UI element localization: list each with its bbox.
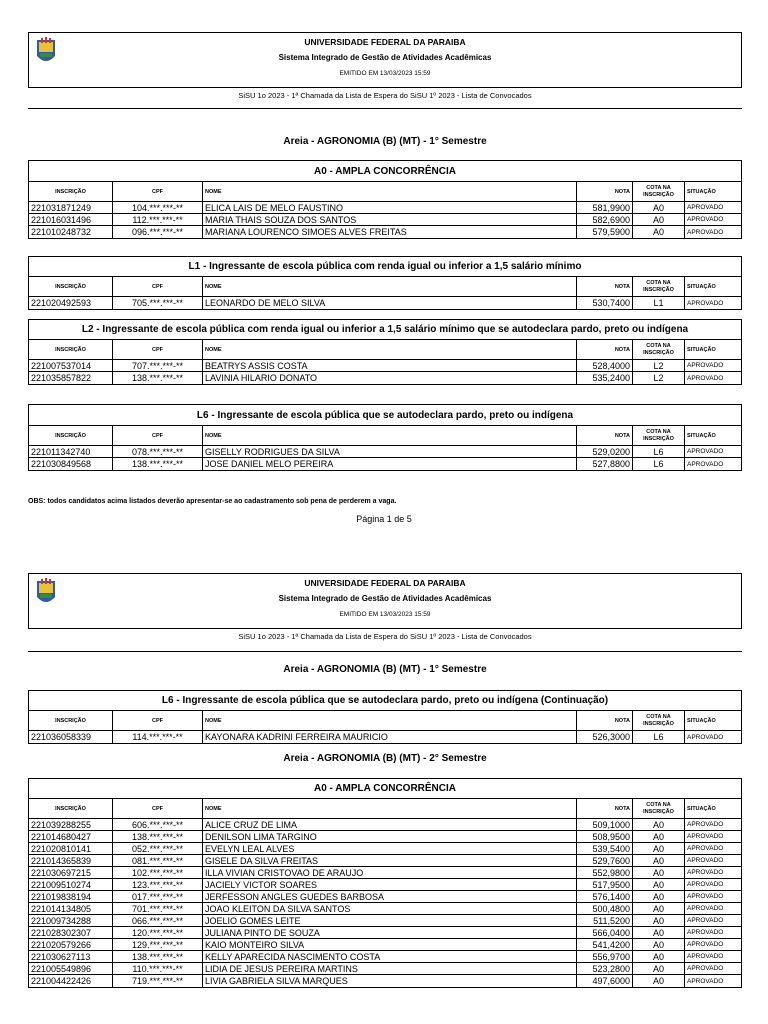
cell-cota: A0 xyxy=(633,879,685,890)
column-header-inscricao: INSCRIÇÃO xyxy=(29,182,113,201)
table-row xyxy=(29,214,741,226)
cell-cpf: 123.***.***-** xyxy=(113,879,203,890)
cell-cpf: 112.***.***-** xyxy=(113,214,203,225)
cell-situacao: APROVADO xyxy=(687,204,724,211)
column-header-row xyxy=(29,182,741,202)
cell-nota: 582,6900 xyxy=(577,214,633,225)
table-row xyxy=(29,951,741,963)
table-row xyxy=(29,831,741,843)
course-title: Areia - AGRONOMIA (B) (MT) - 2° Semestre xyxy=(283,753,487,764)
column-header-inscricao: INSCRIÇÃO xyxy=(29,426,113,445)
cell-nota: 500,4800 xyxy=(577,903,633,914)
cell-inscricao: 221020810141 xyxy=(29,843,113,854)
cell-cpf: 138.***.***-** xyxy=(113,951,203,962)
cell-situacao: APROVADO xyxy=(687,905,724,912)
cell-cota: A0 xyxy=(633,963,685,974)
cell-cota: A0 xyxy=(633,939,685,950)
cell-situacao: APROVADO xyxy=(687,833,724,840)
table-row xyxy=(29,458,741,470)
cell-inscricao: 221030697215 xyxy=(29,867,113,878)
quota-section xyxy=(28,404,742,471)
column-header-row xyxy=(29,277,741,297)
cell-nome: ALICE CRUZ DE LIMA xyxy=(203,819,577,830)
column-header-nota: NOTA xyxy=(577,426,633,445)
column-header-inscricao: INSCRIÇÃO xyxy=(29,711,113,730)
cell-nome: GISELE DA SILVA FREITAS xyxy=(203,855,577,866)
cell-situacao: APROVADO xyxy=(687,845,724,852)
cell-inscricao: 221007537014 xyxy=(29,360,113,371)
cell-inscricao: 221014680427 xyxy=(29,831,113,842)
cell-cota: A0 xyxy=(633,226,685,238)
column-header-situacao: SITUAÇÃO xyxy=(687,283,716,290)
cell-cota: A0 xyxy=(633,891,685,902)
column-header-row xyxy=(29,711,741,731)
cell-cota: A0 xyxy=(633,855,685,866)
section-title: A0 - AMPLA CONCORRÊNCIA xyxy=(29,779,741,799)
cell-cpf: 104.***.***-** xyxy=(113,202,203,213)
cell-inscricao: 221016031496 xyxy=(29,214,113,225)
cell-nota: 535,2400 xyxy=(577,372,633,384)
column-header-cpf: CPF xyxy=(113,426,203,445)
cell-cota: A0 xyxy=(633,915,685,926)
cell-cota: A0 xyxy=(633,927,685,938)
cell-cota: L6 xyxy=(633,731,685,743)
table-row xyxy=(29,915,741,927)
column-header-nota: NOTA xyxy=(577,340,633,359)
quota-section xyxy=(28,690,742,744)
table-row xyxy=(29,843,741,855)
column-header-nome: NOME xyxy=(203,182,577,201)
cell-cpf: 066.***.***-** xyxy=(113,915,203,926)
cell-cota: L2 xyxy=(633,372,685,384)
cell-nome: JERFESSON ANGLES GUEDES BARBOSA xyxy=(203,891,577,902)
cell-inscricao: 221030627113 xyxy=(29,951,113,962)
obs-note: OBS: todos candidatos acima listados deverão apresentar-se ao cadastramento sob pena de perderem a vaga. xyxy=(28,498,397,505)
cell-situacao: APROVADO xyxy=(687,821,724,828)
cell-cpf: 138.***.***-** xyxy=(113,372,203,384)
cell-situacao: APROVADO xyxy=(687,893,724,900)
cell-cpf: 705.***.***-** xyxy=(113,297,203,309)
table-row xyxy=(29,360,741,372)
cell-nota: 539,5400 xyxy=(577,843,633,854)
quota-section xyxy=(28,778,742,988)
column-header-row xyxy=(29,799,741,819)
cell-cpf: 129.***.***-** xyxy=(113,939,203,950)
cell-nota: 541,4200 xyxy=(577,939,633,950)
cell-nota: 511,5200 xyxy=(577,915,633,926)
table-row xyxy=(29,975,741,987)
cell-cpf: 719.***.***-** xyxy=(113,975,203,987)
cell-cpf: 606.***.***-** xyxy=(113,819,203,830)
cell-nome: ELICA LAIS DE MELO FAUSTINO xyxy=(203,202,577,213)
cell-situacao: APROVADO xyxy=(687,448,724,455)
column-header-inscricao: INSCRIÇÃO xyxy=(29,340,113,359)
cell-inscricao: 221010248732 xyxy=(29,226,113,238)
table-row xyxy=(29,903,741,915)
column-header-cota: COTA NA INSCRIÇÃO xyxy=(633,711,685,730)
cell-nome: JOAO KLEITON DA SILVA SANTOS xyxy=(203,903,577,914)
cell-cota: A0 xyxy=(633,831,685,842)
cell-nome: LIDIA DE JESUS PEREIRA MARTINS xyxy=(203,963,577,974)
table-row xyxy=(29,879,741,891)
cell-situacao: APROVADO xyxy=(687,977,724,985)
cell-inscricao: 221030849568 xyxy=(29,458,113,470)
table-row xyxy=(29,202,741,214)
cell-cpf: 138.***.***-** xyxy=(113,458,203,470)
cell-inscricao: 221028302307 xyxy=(29,927,113,938)
column-header-cota: COTA NA INSCRIÇÃO xyxy=(633,426,685,445)
table-row xyxy=(29,226,741,238)
cell-inscricao: 221014365839 xyxy=(29,855,113,866)
cell-cpf: 701.***.***-** xyxy=(113,903,203,914)
cell-nota: 556,9700 xyxy=(577,951,633,962)
column-header-cota: COTA NA INSCRIÇÃO xyxy=(633,340,685,359)
cell-cota: A0 xyxy=(633,951,685,962)
emitted-date: EMITIDO EM 13/03/2023 15:59 xyxy=(339,70,431,77)
table-row xyxy=(29,819,741,831)
cell-nota: 527,8800 xyxy=(577,458,633,470)
cell-nome: MARIA THAIS SOUZA DOS SANTOS xyxy=(203,214,577,225)
cell-nota: 526,3000 xyxy=(577,731,633,743)
column-header-nome: NOME xyxy=(203,340,577,359)
cell-situacao: APROVADO xyxy=(687,299,724,307)
cell-inscricao: 221005549896 xyxy=(29,963,113,974)
university-name: UNIVERSIDADE FEDERAL DA PARAIBA xyxy=(304,578,466,588)
column-header-inscricao: INSCRIÇÃO xyxy=(29,799,113,818)
page-number: Página 1 de 5 xyxy=(356,514,412,524)
column-header-nota: NOTA xyxy=(577,182,633,201)
divider xyxy=(28,108,742,109)
list-subtitle: SiSU 1o 2023 - 1ª Chamada da Lista de Espera do SiSU 1º 2023 - Lista de Convocados xyxy=(238,91,532,100)
page1-header xyxy=(28,32,742,88)
cell-nome: LEONARDO DE MELO SILVA xyxy=(203,297,577,309)
cell-situacao: APROVADO xyxy=(687,460,724,468)
column-header-row xyxy=(29,340,741,360)
course-title: Areia - AGRONOMIA (B) (MT) - 1° Semestre xyxy=(283,136,487,147)
cell-nota: 509,1000 xyxy=(577,819,633,830)
cell-inscricao: 221004422426 xyxy=(29,975,113,987)
cell-nome: JOELIO GOMES LEITE xyxy=(203,915,577,926)
column-header-cota: COTA NA INSCRIÇÃO xyxy=(633,182,685,201)
cell-cota: L6 xyxy=(633,446,685,457)
column-header-nota: NOTA xyxy=(577,711,633,730)
cell-nota: 517,9500 xyxy=(577,879,633,890)
section-title: L6 - Ingressante de escola pública que se autodeclara pardo, preto ou indígena (Continuação) xyxy=(29,691,741,711)
university-name: UNIVERSIDADE FEDERAL DA PARAIBA xyxy=(304,37,466,47)
table-row xyxy=(29,855,741,867)
section-title: A0 - AMPLA CONCORRÊNCIA xyxy=(29,161,741,182)
page2-header xyxy=(28,573,742,629)
cell-nota: 523,2800 xyxy=(577,963,633,974)
column-header-situacao: SITUAÇÃO xyxy=(687,717,716,724)
cell-cpf: 120.***.***-** xyxy=(113,927,203,938)
cell-nota: 579,5900 xyxy=(577,226,633,238)
cell-cpf: 707.***.***-** xyxy=(113,360,203,371)
cell-nome: MARIANA LOURENCO SIMOES ALVES FREITAS xyxy=(203,226,577,238)
column-header-nome: NOME xyxy=(203,277,577,296)
cell-nota: 497,6000 xyxy=(577,975,633,987)
column-header-cpf: CPF xyxy=(113,340,203,359)
table-row xyxy=(29,939,741,951)
column-header-cpf: CPF xyxy=(113,799,203,818)
cell-cpf: 110.***.***-** xyxy=(113,963,203,974)
cell-inscricao: 221019838194 xyxy=(29,891,113,902)
column-header-cpf: CPF xyxy=(113,277,203,296)
cell-nome: KAYONARA KADRINI FERREIRA MAURICIO xyxy=(203,731,577,743)
cell-situacao: APROVADO xyxy=(687,733,724,741)
cell-cota: A0 xyxy=(633,214,685,225)
cell-cota: L2 xyxy=(633,360,685,371)
system-name: Sistema Integrado de Gestão de Atividades Acadêmicas xyxy=(278,53,492,62)
cell-cpf: 081.***.***-** xyxy=(113,855,203,866)
cell-nome: BEATRYS ASSIS COSTA xyxy=(203,360,577,371)
column-header-cota: COTA NA INSCRIÇÃO xyxy=(633,277,685,296)
section-title: L6 - Ingressante de escola pública que se autodeclara pardo, preto ou indígena xyxy=(29,405,741,426)
column-header-row xyxy=(29,426,741,446)
cell-inscricao: 221009734288 xyxy=(29,915,113,926)
cell-nota: 581,9900 xyxy=(577,202,633,213)
quota-section xyxy=(28,319,742,385)
cell-nome: ILLA VIVIAN CRISTOVAO DE ARAUJO xyxy=(203,867,577,878)
table-row xyxy=(29,446,741,458)
cell-nota: 530,7400 xyxy=(577,297,633,309)
cell-cota: L1 xyxy=(633,297,685,309)
divider xyxy=(28,651,742,652)
cell-inscricao: 221020492593 xyxy=(29,297,113,309)
cell-nome: GISELLY RODRIGUES DA SILVA xyxy=(203,446,577,457)
cell-situacao: APROVADO xyxy=(687,374,724,382)
cell-inscricao: 221031871249 xyxy=(29,202,113,213)
system-name: Sistema Integrado de Gestão de Atividades Acadêmicas xyxy=(278,594,492,603)
cell-cpf: 114.***.***-** xyxy=(113,731,203,743)
section-title: L1 - Ingressante de escola pública com renda igual ou inferior a 1,5 salário mínimo xyxy=(29,257,741,277)
cell-nota: 528,4000 xyxy=(577,360,633,371)
quota-section xyxy=(28,160,742,239)
table-row xyxy=(29,372,741,384)
cell-inscricao: 221014134805 xyxy=(29,903,113,914)
table-row xyxy=(29,297,741,309)
cell-situacao: APROVADO xyxy=(687,965,724,972)
cell-inscricao: 221039288255 xyxy=(29,819,113,830)
cell-cpf: 096.***.***-** xyxy=(113,226,203,238)
column-header-cpf: CPF xyxy=(113,182,203,201)
cell-cota: A0 xyxy=(633,202,685,213)
cell-nome: EVELYN LEAL ALVES xyxy=(203,843,577,854)
cell-inscricao: 221009510274 xyxy=(29,879,113,890)
cell-situacao: APROVADO xyxy=(687,929,724,936)
cell-cpf: 052.***.***-** xyxy=(113,843,203,854)
cell-situacao: APROVADO xyxy=(687,362,724,369)
column-header-nome: NOME xyxy=(203,426,577,445)
column-header-situacao: SITUAÇÃO xyxy=(687,346,716,353)
column-header-inscricao: INSCRIÇÃO xyxy=(29,277,113,296)
column-header-situacao: SITUAÇÃO xyxy=(687,188,716,195)
cell-cota: A0 xyxy=(633,975,685,987)
cell-situacao: APROVADO xyxy=(687,917,724,924)
column-header-situacao: SITUAÇÃO xyxy=(687,432,716,439)
cell-nota: 576,1400 xyxy=(577,891,633,902)
cell-nota: 529,0200 xyxy=(577,446,633,457)
column-header-nota: NOTA xyxy=(577,799,633,818)
cell-inscricao: 221020579266 xyxy=(29,939,113,950)
cell-nota: 566,0400 xyxy=(577,927,633,938)
cell-cota: A0 xyxy=(633,867,685,878)
emitted-date: EMITIDO EM 13/03/2023 15:59 xyxy=(339,611,431,618)
cell-situacao: APROVADO xyxy=(687,953,724,960)
quota-section xyxy=(28,256,742,310)
table-row xyxy=(29,731,741,743)
table-row xyxy=(29,927,741,939)
column-header-cota: COTA NA INSCRIÇÃO xyxy=(633,799,685,818)
course-title: Areia - AGRONOMIA (B) (MT) - 1° Semestre xyxy=(283,664,487,675)
table-row xyxy=(29,891,741,903)
cell-nome: JOSE DANIEL MELO PEREIRA xyxy=(203,458,577,470)
cell-nota: 529,7600 xyxy=(577,855,633,866)
cell-cota: L6 xyxy=(633,458,685,470)
cell-nome: KAIO MONTEIRO SILVA xyxy=(203,939,577,950)
cell-situacao: APROVADO xyxy=(687,869,724,876)
column-header-nome: NOME xyxy=(203,711,577,730)
column-header-situacao: SITUAÇÃO xyxy=(687,805,716,812)
cell-cota: A0 xyxy=(633,903,685,914)
cell-inscricao: 221035857822 xyxy=(29,372,113,384)
cell-situacao: APROVADO xyxy=(687,857,724,864)
cell-situacao: APROVADO xyxy=(687,941,724,948)
cell-nome: JACIELY VICTOR SOARES xyxy=(203,879,577,890)
table-row xyxy=(29,867,741,879)
section-title: L2 - Ingressante de escola pública com renda igual ou inferior a 1,5 salário mínimo que se autodeclara pardo, preto ou indígena xyxy=(29,320,741,340)
column-header-nome: NOME xyxy=(203,799,577,818)
cell-cpf: 078.***.***-** xyxy=(113,446,203,457)
cell-inscricao: 221011342740 xyxy=(29,446,113,457)
cell-cpf: 017.***.***-** xyxy=(113,891,203,902)
cell-cpf: 138.***.***-** xyxy=(113,831,203,842)
cell-nome: LAVINIA HILARIO DONATO xyxy=(203,372,577,384)
cell-cpf: 102.***.***-** xyxy=(113,867,203,878)
cell-nome: KELLY APARECIDA NASCIMENTO COSTA xyxy=(203,951,577,962)
cell-nota: 552,9800 xyxy=(577,867,633,878)
cell-cota: A0 xyxy=(633,843,685,854)
cell-nome: LIVIA GABRIELA SILVA MARQUES xyxy=(203,975,577,987)
cell-cota: A0 xyxy=(633,819,685,830)
cell-nome: DENILSON LIMA TARGINO xyxy=(203,831,577,842)
cell-situacao: APROVADO xyxy=(687,881,724,888)
column-header-nota: NOTA xyxy=(577,277,633,296)
cell-inscricao: 221036058339 xyxy=(29,731,113,743)
cell-nome: JULIANA PINTO DE SOUZA xyxy=(203,927,577,938)
cell-situacao: APROVADO xyxy=(687,228,724,236)
cell-nota: 508,9500 xyxy=(577,831,633,842)
column-header-cpf: CPF xyxy=(113,711,203,730)
table-row xyxy=(29,963,741,975)
list-subtitle: SiSU 1o 2023 - 1ª Chamada da Lista de Espera do SiSU 1º 2023 - Lista de Convocados xyxy=(238,632,532,641)
cell-situacao: APROVADO xyxy=(687,216,724,223)
